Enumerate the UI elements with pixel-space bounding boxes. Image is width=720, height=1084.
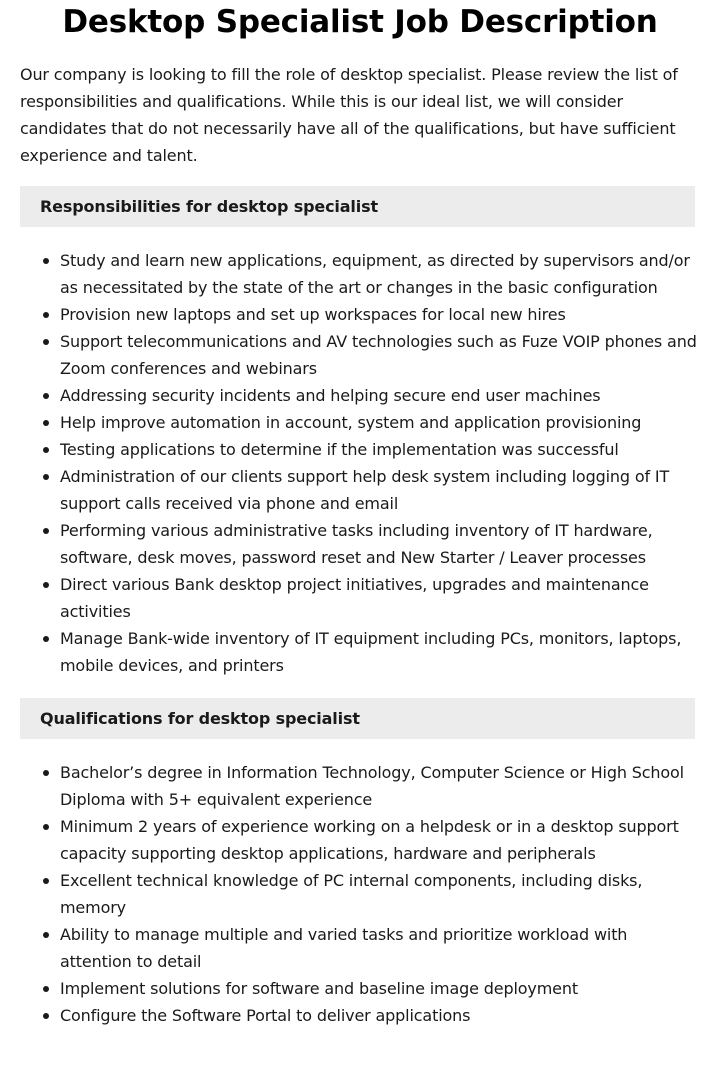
qualifications-heading: Qualifications for desktop specialist	[20, 698, 695, 739]
list-item-text: Administration of our clients support help desk system including logging of IT support calls received via phone and email	[60, 467, 670, 513]
list-item-text: Configure the Software Portal to deliver applications	[60, 1006, 471, 1025]
list-item	[60, 571, 700, 625]
list-item	[60, 975, 700, 1002]
list-item	[60, 328, 700, 382]
list-item	[60, 921, 700, 975]
qualifications-list	[0, 759, 720, 1029]
list-item-text: Study and learn new applications, equipment, as directed by supervisors and/or as necessitated by the state of the art or changes in the basic configuration	[60, 251, 690, 297]
list-item	[60, 436, 700, 463]
list-item	[60, 1002, 700, 1029]
list-item-text: Minimum 2 years of experience working on a helpdesk or in a desktop support capacity supporting desktop applications, hardware and peripherals	[60, 817, 679, 863]
bullet-icon	[43, 528, 49, 534]
list-item-text: Support telecommunications and AV technologies such as Fuze VOIP phones and Zoom conferences and webinars	[60, 332, 697, 378]
responsibilities-list	[0, 247, 720, 679]
list-item-text: Excellent technical knowledge of PC internal components, including disks, memory	[60, 871, 643, 917]
responsibilities-section	[0, 186, 720, 679]
list-item	[60, 247, 700, 301]
bullet-icon	[43, 447, 49, 453]
bullet-icon	[43, 339, 49, 345]
list-item-text: Ability to manage multiple and varied tasks and prioritize workload with attention to detail	[60, 925, 628, 971]
list-item	[60, 382, 700, 409]
responsibilities-heading: Responsibilities for desktop specialist	[20, 186, 695, 227]
list-item	[60, 463, 700, 517]
list-item-text: Implement solutions for software and baseline image deployment	[60, 979, 578, 998]
page-title: Desktop Specialist Job Description	[62, 4, 658, 40]
bullet-icon	[43, 312, 49, 318]
qualifications-section	[0, 698, 720, 1029]
bullet-icon	[43, 986, 49, 992]
list-item	[60, 409, 700, 436]
bullet-icon	[43, 636, 49, 642]
list-item	[60, 625, 700, 679]
bullet-icon	[43, 878, 49, 884]
list-item-text: Performing various administrative tasks including inventory of IT hardware, software, desk moves, password reset and New Starter / Leaver processes	[60, 521, 653, 567]
list-item	[60, 813, 700, 867]
list-item	[60, 301, 700, 328]
bullet-icon	[43, 824, 49, 830]
bullet-icon	[43, 582, 49, 588]
bullet-icon	[43, 393, 49, 399]
bullet-icon	[43, 932, 49, 938]
list-item-text: Provision new laptops and set up workspaces for local new hires	[60, 305, 566, 324]
bullet-icon	[43, 258, 49, 264]
list-item-text: Testing applications to determine if the implementation was successful	[60, 440, 619, 459]
list-item-text: Help improve automation in account, system and application provisioning	[60, 413, 642, 432]
list-item-text: Direct various Bank desktop project initiatives, upgrades and maintenance activities	[60, 575, 649, 621]
bullet-icon	[43, 420, 49, 426]
list-item-text: Manage Bank-wide inventory of IT equipment including PCs, monitors, laptops, mobile devices, and printers	[60, 629, 682, 675]
list-item-text: Addressing security incidents and helping secure end user machines	[60, 386, 601, 405]
bullet-icon	[43, 474, 49, 480]
intro-paragraph: Our company is looking to fill the role of desktop specialist. Please review the list of responsibilities and qualifications. While this is our ideal list, we will consider candidates that do not necessarily have all of the qualifications, but have sufficient experience and talent.	[20, 65, 678, 165]
list-item-text: Bachelor’s degree in Information Technology, Computer Science or High School Diploma with 5+ equivalent experience	[60, 763, 684, 809]
bullet-icon	[43, 1013, 49, 1019]
list-item	[60, 517, 700, 571]
list-item	[60, 867, 700, 921]
bullet-icon	[43, 770, 49, 776]
list-item	[60, 759, 700, 813]
